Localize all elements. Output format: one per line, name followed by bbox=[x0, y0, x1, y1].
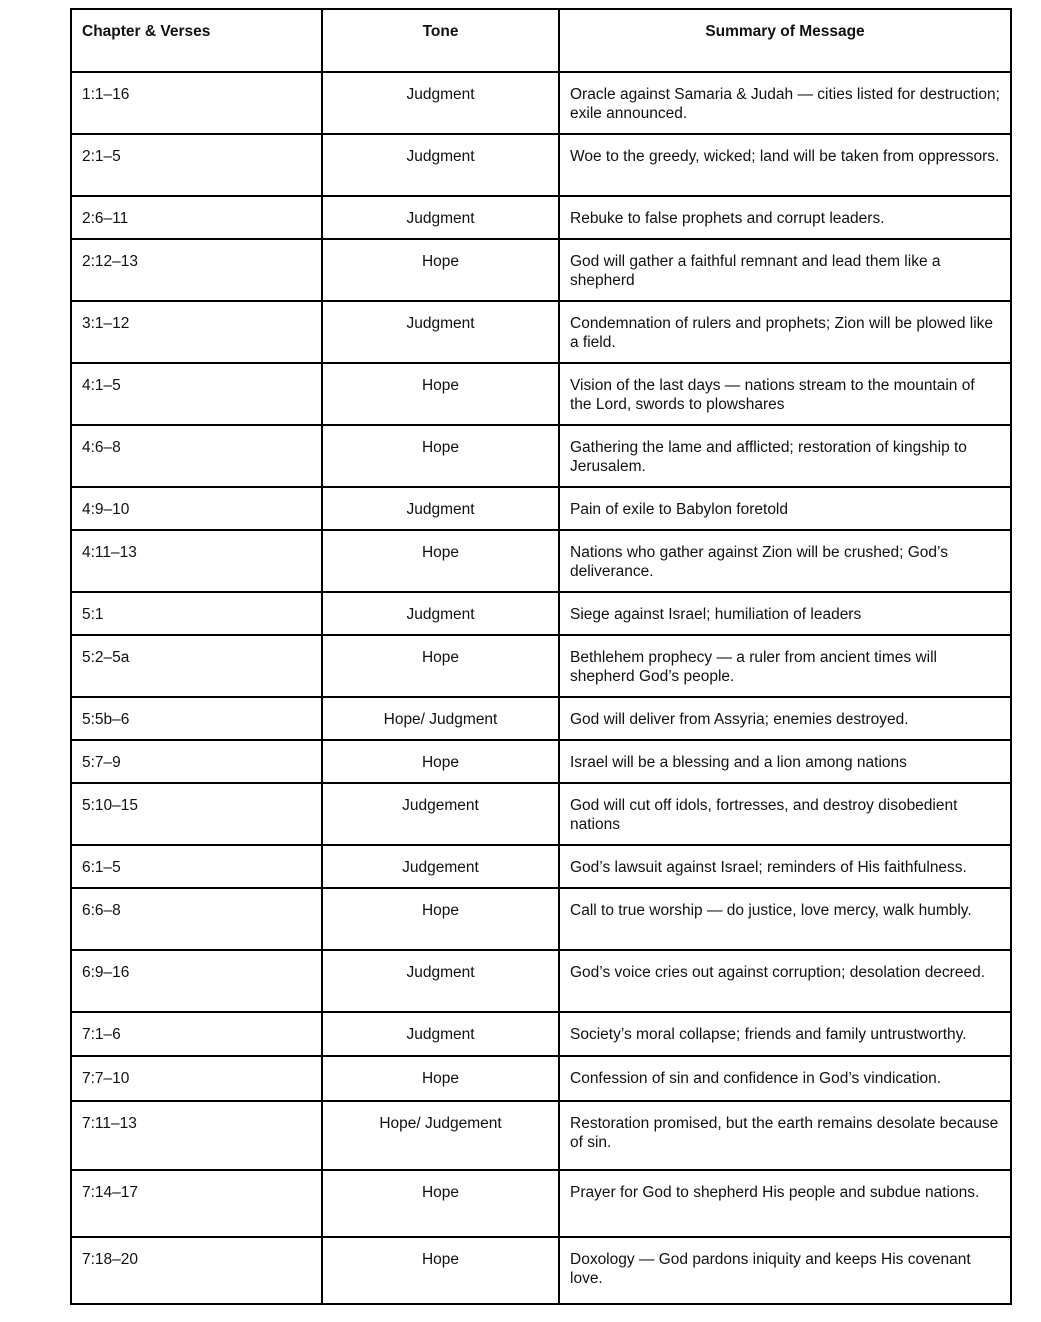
summary-cell: Gathering the lame and afflicted; restoration of kingship to Jerusalem. bbox=[559, 425, 1011, 487]
summary-cell: Prayer for God to shepherd His people and subdue nations. bbox=[559, 1170, 1011, 1237]
table-row bbox=[71, 487, 1011, 530]
tone-cell: Hope bbox=[322, 425, 559, 487]
summary-cell: God will cut off idols, fortresses, and destroy disobedient nations bbox=[559, 783, 1011, 845]
header-tone: Tone bbox=[322, 9, 559, 72]
chapter-verses-cell: 5:7–9 bbox=[71, 740, 322, 783]
tone-cell: Hope bbox=[322, 888, 559, 950]
header-summary: Summary of Message bbox=[559, 9, 1011, 72]
tone-cell: Hope bbox=[322, 1056, 559, 1101]
chapter-verses-cell: 1:1–16 bbox=[71, 72, 322, 134]
tone-cell: Judgement bbox=[322, 783, 559, 845]
table-row bbox=[71, 1237, 1011, 1304]
tone-cell: Judgment bbox=[322, 72, 559, 134]
summary-cell: Siege against Israel; humiliation of leaders bbox=[559, 592, 1011, 635]
tone-cell: Hope bbox=[322, 1237, 559, 1304]
tone-cell: Hope bbox=[322, 1170, 559, 1237]
chapter-verses-cell: 5:5b–6 bbox=[71, 697, 322, 740]
tone-cell: Hope bbox=[322, 635, 559, 697]
chapter-verses-cell: 6:6–8 bbox=[71, 888, 322, 950]
tone-cell: Hope bbox=[322, 239, 559, 301]
chapter-verses-cell: 7:14–17 bbox=[71, 1170, 322, 1237]
summary-cell: Oracle against Samaria & Judah — cities listed for destruction; exile announced. bbox=[559, 72, 1011, 134]
table-row bbox=[71, 1056, 1011, 1101]
tone-cell: Hope bbox=[322, 740, 559, 783]
chapter-verses-cell: 7:7–10 bbox=[71, 1056, 322, 1101]
tone-cell: Judgment bbox=[322, 950, 559, 1012]
summary-cell: Woe to the greedy, wicked; land will be taken from oppressors. bbox=[559, 134, 1011, 196]
header-row bbox=[71, 9, 1011, 72]
table-row bbox=[71, 783, 1011, 845]
summary-cell: Doxology — God pardons iniquity and keeps His covenant love. bbox=[559, 1237, 1011, 1304]
tone-cell: Hope bbox=[322, 530, 559, 592]
chapter-verses-cell: 2:6–11 bbox=[71, 196, 322, 239]
chapter-verses-cell: 5:1 bbox=[71, 592, 322, 635]
table-row bbox=[71, 635, 1011, 697]
chapter-verses-cell: 5:2–5a bbox=[71, 635, 322, 697]
table-row bbox=[71, 239, 1011, 301]
chapter-verses-cell: 3:1–12 bbox=[71, 301, 322, 363]
table-row bbox=[71, 301, 1011, 363]
chapter-verses-cell: 6:9–16 bbox=[71, 950, 322, 1012]
summary-cell: Bethlehem prophecy — a ruler from ancient times will shepherd God’s people. bbox=[559, 635, 1011, 697]
table-row bbox=[71, 363, 1011, 425]
table-row bbox=[71, 425, 1011, 487]
summary-cell: Nations who gather against Zion will be crushed; God’s deliverance. bbox=[559, 530, 1011, 592]
tone-cell: Judgment bbox=[322, 487, 559, 530]
chapter-verses-cell: 6:1–5 bbox=[71, 845, 322, 888]
chapter-verses-cell: 7:1–6 bbox=[71, 1012, 322, 1056]
chapter-verses-cell: 4:1–5 bbox=[71, 363, 322, 425]
table-row bbox=[71, 740, 1011, 783]
summary-cell: Vision of the last days — nations stream to the mountain of the Lord, swords to plowshares bbox=[559, 363, 1011, 425]
table-row bbox=[71, 530, 1011, 592]
summary-cell: Confession of sin and confidence in God’s vindication. bbox=[559, 1056, 1011, 1101]
table-row bbox=[71, 134, 1011, 196]
summary-cell: Rebuke to false prophets and corrupt leaders. bbox=[559, 196, 1011, 239]
table-body bbox=[71, 72, 1011, 1304]
tone-cell: Judgment bbox=[322, 301, 559, 363]
table-row bbox=[71, 592, 1011, 635]
header-chapter-verses: Chapter & Verses bbox=[71, 9, 322, 72]
table-row bbox=[71, 950, 1011, 1012]
chapter-verses-cell: 7:11–13 bbox=[71, 1101, 322, 1170]
micah-outline-table bbox=[70, 8, 1012, 1305]
tone-cell: Hope bbox=[322, 363, 559, 425]
table-row bbox=[71, 697, 1011, 740]
chapter-verses-cell: 4:11–13 bbox=[71, 530, 322, 592]
chapter-verses-cell: 4:9–10 bbox=[71, 487, 322, 530]
tone-cell: Judgement bbox=[322, 845, 559, 888]
table-row bbox=[71, 1012, 1011, 1056]
chapter-verses-cell: 2:1–5 bbox=[71, 134, 322, 196]
table-row bbox=[71, 196, 1011, 239]
tone-cell: Judgment bbox=[322, 134, 559, 196]
table-row bbox=[71, 72, 1011, 134]
tone-cell: Judgment bbox=[322, 196, 559, 239]
summary-cell: Israel will be a blessing and a lion among nations bbox=[559, 740, 1011, 783]
table-row bbox=[71, 888, 1011, 950]
chapter-verses-cell: 5:10–15 bbox=[71, 783, 322, 845]
table-row bbox=[71, 1170, 1011, 1237]
summary-cell: Restoration promised, but the earth remains desolate because of sin. bbox=[559, 1101, 1011, 1170]
tone-cell: Hope/ Judgement bbox=[322, 1101, 559, 1170]
tone-cell: Hope/ Judgment bbox=[322, 697, 559, 740]
table-row bbox=[71, 845, 1011, 888]
tone-cell: Judgment bbox=[322, 1012, 559, 1056]
summary-cell: Call to true worship — do justice, love mercy, walk humbly. bbox=[559, 888, 1011, 950]
summary-cell: Condemnation of rulers and prophets; Zion will be plowed like a field. bbox=[559, 301, 1011, 363]
summary-cell: God will deliver from Assyria; enemies destroyed. bbox=[559, 697, 1011, 740]
summary-cell: God will gather a faithful remnant and lead them like a shepherd bbox=[559, 239, 1011, 301]
tone-cell: Judgment bbox=[322, 592, 559, 635]
table-row bbox=[71, 1101, 1011, 1170]
summary-cell: God’s voice cries out against corruption; desolation decreed. bbox=[559, 950, 1011, 1012]
chapter-verses-cell: 2:12–13 bbox=[71, 239, 322, 301]
summary-cell: God’s lawsuit against Israel; reminders of His faithfulness. bbox=[559, 845, 1011, 888]
summary-cell: Pain of exile to Babylon foretold bbox=[559, 487, 1011, 530]
summary-cell: Society’s moral collapse; friends and family untrustworthy. bbox=[559, 1012, 1011, 1056]
chapter-verses-cell: 4:6–8 bbox=[71, 425, 322, 487]
chapter-verses-cell: 7:18–20 bbox=[71, 1237, 322, 1304]
